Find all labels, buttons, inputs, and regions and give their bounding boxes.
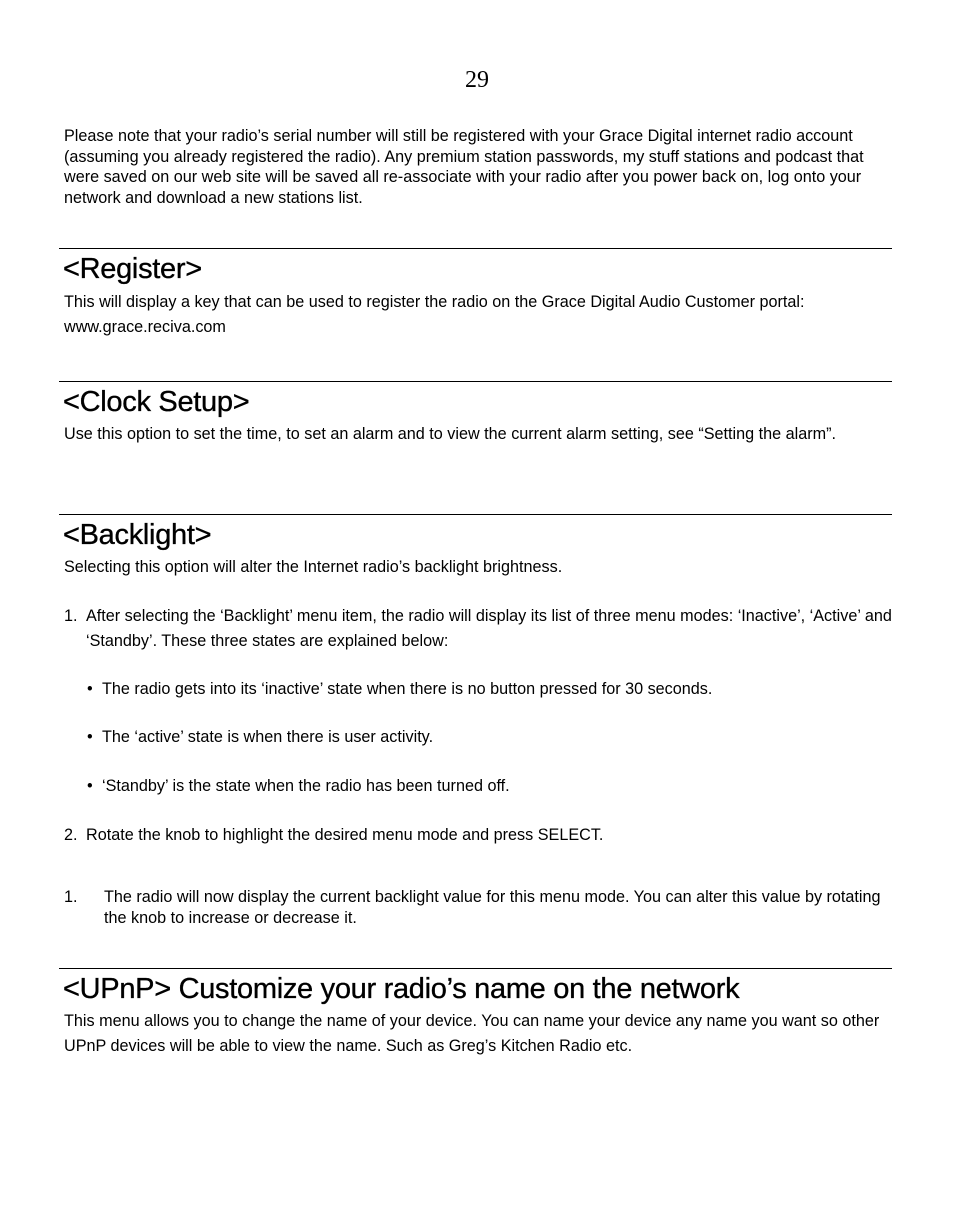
intro-paragraph: Please note that your radio’s serial number will still be registered with your Grace Digital internet radio account (assuming you already registered the radio). Any premium station passwords, my stuff stations and podcast that were saved on our web site will be saved all re-associate with your radio after you power back on, log onto your network and download a new stations list. <box>64 127 864 207</box>
page-number: 29 <box>465 67 489 93</box>
backlight-value-note <box>64 887 894 928</box>
step-text: Rotate the knob to highlight the desired menu mode and press SELECT. <box>86 826 604 844</box>
register-body: This will display a key that can be used to register the radio on the Grace Digital Audio Customer portal: www.grace.reciva.com <box>64 293 805 336</box>
upnp-body: This menu allows you to change the name of your device. You can name your device any name you want so other UPnP devices will be able to view the name. Such as Greg’s Kitchen Radio etc. <box>64 1012 880 1055</box>
note-text: The radio will now display the current backlight value for this menu mode. You can alter this value by rotating the knob to increase or decrease it. <box>104 888 881 927</box>
backlight-bullet-inactive <box>87 677 887 701</box>
backlight-step-2 <box>64 823 894 848</box>
bullet-icon: • <box>87 728 93 746</box>
bullet-icon: • <box>87 680 93 698</box>
step-text: After selecting the ‘Backlight’ menu item, the radio will display its list of three menu modes: ‘Inactive’, ‘Active’ and ‘Standby’. These three states are explained below: <box>86 607 892 650</box>
step-number: 2. <box>64 826 78 844</box>
section-divider-clock-setup <box>59 381 892 382</box>
backlight-body: Selecting this option will alter the Internet radio’s backlight brightness. <box>64 558 563 576</box>
section-divider-backlight <box>59 514 892 515</box>
clock-setup-body: Use this option to set the time, to set an alarm and to view the current alarm setting, see “Setting the alarm”. <box>64 425 836 443</box>
backlight-bullet-active <box>87 725 887 749</box>
bullet-icon: • <box>87 777 93 795</box>
bullet-text: ‘Standby’ is the state when the radio has been turned off. <box>102 777 510 795</box>
backlight-step-1 <box>64 604 894 653</box>
register-heading: <Register> <box>63 253 202 285</box>
bullet-text: The radio gets into its ‘inactive’ state when there is no button pressed for 30 seconds. <box>102 680 713 698</box>
note-number: 1. <box>64 888 78 906</box>
section-divider-register <box>59 248 892 249</box>
clock-setup-heading: <Clock Setup> <box>63 386 250 418</box>
backlight-bullet-standby <box>87 774 887 798</box>
bullet-text: The ‘active’ state is when there is user activity. <box>102 728 434 746</box>
step-number: 1. <box>64 607 78 625</box>
backlight-heading: <Backlight> <box>63 519 212 551</box>
section-divider-upnp <box>59 968 892 969</box>
upnp-heading: <UPnP> Customize your radio’s name on the network <box>63 973 740 1005</box>
